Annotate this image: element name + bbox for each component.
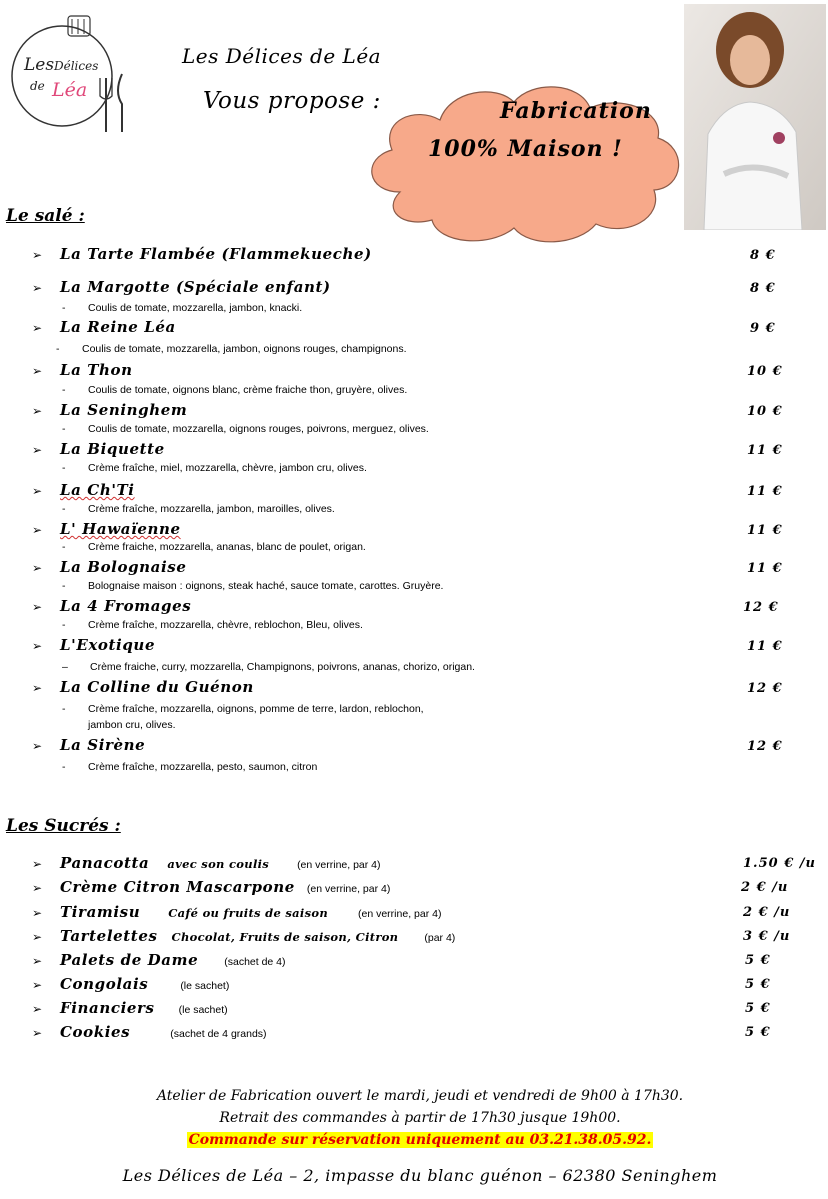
- footer-address: Les Délices de Léa – 2, impasse du blanc guénon – 62380 Seninghem: [122, 1166, 718, 1185]
- item-description: - Crème fraîche, miel, mozzarella, chèvre, jambon cru, olives.: [62, 462, 367, 474]
- arrow-bullet-icon: ➢: [32, 364, 43, 378]
- arrow-bullet-icon: ➢: [32, 248, 43, 262]
- item-description: - Coulis de tomate, mozzarella, jambon, oignons rouges, champignons.: [56, 343, 407, 355]
- menu-item: [32, 361, 133, 379]
- item-name: La Reine Léa: [60, 318, 176, 336]
- menu-item: [32, 597, 191, 615]
- item-description: - Crème fraîche, mozzarella, chèvre, reblochon, Bleu, olives.: [62, 619, 363, 631]
- item-price: 5 €: [745, 953, 771, 968]
- arrow-bullet-icon: ➢: [32, 404, 43, 418]
- section-title-sale: Le salé :: [6, 206, 85, 226]
- menu-item: [32, 318, 176, 336]
- menu-item: [32, 736, 145, 754]
- item-description-continued: [88, 719, 176, 731]
- dessert-item: [32, 975, 229, 993]
- dessert-item: [32, 951, 286, 969]
- item-name: La Sirène: [60, 736, 146, 754]
- item-price: 1.50 € /u: [743, 856, 816, 871]
- item-name: La 4 Fromages: [60, 597, 192, 615]
- item-price: 11 €: [747, 639, 783, 654]
- item-name: La Tarte Flambée (Flammekueche): [60, 245, 372, 263]
- item-name: La Colline du Guénon: [60, 678, 254, 696]
- item-name: Crème Citron Mascarpone: [60, 878, 295, 896]
- item-price: 2 € /u: [741, 880, 789, 895]
- dessert-item: [32, 927, 455, 945]
- menu-item: [32, 636, 155, 654]
- item-subtitle: Chocolat, Fruits de saison, Citron: [171, 930, 399, 944]
- item-subtitle: Café ou fruits de saison: [168, 906, 328, 920]
- item-desc-text: Coulis de tomate, oignons blanc, crème fraiche thon, gruyère, olives.: [88, 384, 408, 396]
- item-desc-text: Bolognaise maison : oignons, steak haché, sauce tomate, carottes. Gruyère.: [88, 580, 444, 592]
- item-price: 10 €: [747, 364, 783, 379]
- logo: [10, 12, 128, 134]
- item-desc-text: Coulis de tomate, mozzarella, jambon, oignons rouges, champignons.: [82, 343, 407, 355]
- item-desc-text: Coulis de tomate, mozzarella, oignons rouges, poivrons, merguez, olives.: [88, 423, 429, 435]
- item-desc-text: Coulis de tomate, mozzarella, jambon, knacki.: [88, 302, 303, 314]
- menu-item: [32, 401, 187, 419]
- item-price: 11 €: [747, 484, 783, 499]
- item-name: Tiramisu: [60, 903, 141, 921]
- item-name: L'Exotique: [60, 636, 156, 654]
- arrow-bullet-icon: ➢: [32, 681, 43, 695]
- logo-word-de: de: [30, 79, 45, 93]
- item-price: 11 €: [747, 523, 783, 538]
- item-description: - Bolognaise maison : oignons, steak haché, sauce tomate, carottes. Gruyère.: [62, 580, 444, 592]
- menu-item: [32, 678, 254, 696]
- footer-pickup: Retrait des commandes à partir de 17h30 jusque 19h00.: [219, 1110, 621, 1126]
- cloud-text-line2: 100% Maison !: [428, 136, 623, 162]
- item-name: La Margotte (Spéciale enfant): [60, 278, 331, 296]
- item-name: La Bolognaise: [60, 558, 187, 576]
- item-note: (en verrine, par 4): [358, 908, 442, 920]
- menu-item: [32, 558, 186, 576]
- menu-item: [32, 245, 372, 263]
- item-name: Cookies: [60, 1023, 131, 1041]
- propose-heading: Vous propose :: [203, 88, 381, 114]
- item-desc-text: Crème fraiche, mozzarella, ananas, blanc de poulet, origan.: [88, 541, 366, 553]
- item-name: L' Hawaïenne: [60, 520, 181, 538]
- item-price: 11 €: [747, 561, 783, 576]
- item-price: 12 €: [743, 600, 779, 615]
- arrow-bullet-icon: ➢: [32, 561, 43, 575]
- item-name: Tartelettes: [60, 927, 158, 945]
- menu-item: [32, 440, 165, 458]
- dessert-item: [32, 1023, 267, 1041]
- logo-word-les: Les: [24, 55, 55, 75]
- arrow-bullet-icon: ➢: [32, 321, 43, 335]
- item-name: La Ch'Ti: [60, 481, 135, 499]
- item-desc-text: jambon cru, olives.: [88, 719, 176, 731]
- cloud-text-line1: Fabrication: [500, 98, 652, 124]
- item-price: 5 €: [745, 1025, 771, 1040]
- item-price: 2 € /u: [743, 905, 791, 920]
- logo-word-lea: Léa: [52, 79, 88, 101]
- dessert-item: [32, 854, 381, 872]
- item-subtitle: avec son coulis: [167, 857, 270, 871]
- item-description: - Crème fraîche, mozzarella, oignons, pomme de terre, lardon, reblochon,: [62, 703, 424, 715]
- arrow-bullet-icon: ➢: [32, 954, 43, 968]
- arrow-bullet-icon: ➢: [32, 906, 43, 920]
- item-desc-text: Crème fraîche, mozzarella, jambon, maroilles, olives.: [88, 503, 335, 515]
- item-desc-text: Crème fraîche, mozzarella, oignons, pomme de terre, lardon, reblochon,: [88, 703, 424, 715]
- item-desc-text: Crème fraîche, mozzarella, chèvre, reblochon, Bleu, olives.: [88, 619, 363, 631]
- arrow-bullet-icon: ➢: [32, 484, 43, 498]
- item-price: 9 €: [750, 321, 776, 336]
- logo-word-delices: Délices: [54, 59, 99, 73]
- brand-title: Les Délices de Léa: [182, 44, 382, 68]
- chef-photo: [684, 4, 826, 230]
- item-price: 11 €: [747, 443, 783, 458]
- item-price: 8 €: [750, 281, 776, 296]
- arrow-bullet-icon: ➢: [32, 930, 43, 944]
- item-note: (en verrine, par 4): [306, 883, 391, 895]
- item-price: 12 €: [747, 681, 783, 696]
- arrow-bullet-icon: ➢: [32, 857, 43, 871]
- item-note: (sachet de 4): [224, 956, 286, 968]
- arrow-bullet-icon: ➢: [32, 639, 43, 653]
- item-note: (sachet de 4 grands): [170, 1028, 267, 1040]
- item-note: (le sachet): [180, 980, 230, 992]
- dessert-item: [32, 878, 390, 896]
- item-description: - Crème fraîche, mozzarella, jambon, maroilles, olives.: [62, 503, 335, 515]
- item-desc-text: Crème fraiche, curry, mozzarella, Champignons, poivrons, ananas, chorizo, origan.: [90, 661, 475, 673]
- menu-item: [32, 278, 331, 296]
- item-name: Congolais: [60, 975, 149, 993]
- item-price: 10 €: [747, 404, 783, 419]
- item-name: La Thon: [60, 361, 133, 379]
- menu-item: [32, 520, 181, 538]
- item-name: Panacotta: [60, 854, 150, 872]
- item-name: Palets de Dame: [60, 951, 199, 969]
- item-note: (en verrine, par 4): [297, 859, 381, 871]
- item-price: 3 € /u: [743, 929, 791, 944]
- arrow-bullet-icon: ➢: [32, 739, 43, 753]
- item-desc-text: Crème fraîche, miel, mozzarella, chèvre, jambon cru, olives.: [88, 462, 367, 474]
- item-price: 8 €: [750, 248, 776, 263]
- footer-reservation: [0, 1132, 828, 1148]
- arrow-bullet-icon: ➢: [32, 600, 43, 614]
- arrow-bullet-icon: ➢: [32, 523, 43, 537]
- item-price: 5 €: [745, 1001, 771, 1016]
- item-name: Financiers: [60, 999, 155, 1017]
- item-note: (par 4): [424, 932, 456, 944]
- arrow-bullet-icon: ➢: [32, 881, 43, 895]
- item-description: – Crème fraiche, curry, mozzarella, Champignons, poivrons, ananas, chorizo, origan.: [62, 661, 475, 673]
- item-description: - Coulis de tomate, mozzarella, jambon, knacki.: [62, 302, 303, 314]
- dessert-item: [32, 999, 228, 1017]
- item-description: - Crème fraîche, mozzarella, pesto, saumon, citron: [62, 761, 318, 773]
- item-description: - Crème fraiche, mozzarella, ananas, blanc de poulet, origan.: [62, 541, 366, 553]
- item-name: La Biquette: [60, 440, 165, 458]
- item-price: 5 €: [745, 977, 771, 992]
- arrow-bullet-icon: ➢: [32, 978, 43, 992]
- menu-item: [32, 481, 135, 499]
- arrow-bullet-icon: ➢: [32, 1026, 43, 1040]
- arrow-bullet-icon: ➢: [32, 1002, 43, 1016]
- footer-opening-hours: Atelier de Fabrication ouvert le mardi, jeudi et vendredi de 9h00 à 17h30.: [156, 1088, 684, 1104]
- item-note: (le sachet): [178, 1004, 228, 1016]
- item-description: - Coulis de tomate, mozzarella, oignons rouges, poivrons, merguez, olives.: [62, 423, 429, 435]
- section-title-sucres: Les Sucrés :: [6, 816, 121, 836]
- item-description: - Coulis de tomate, oignons blanc, crème fraiche thon, gruyère, olives.: [62, 384, 408, 396]
- item-name: La Seninghem: [60, 401, 188, 419]
- item-price: 12 €: [747, 739, 783, 754]
- reservation-highlight: Commande sur réservation uniquement au 03.21.38.05.92.: [188, 1132, 652, 1148]
- arrow-bullet-icon: ➢: [32, 281, 43, 295]
- arrow-bullet-icon: ➢: [32, 443, 43, 457]
- item-desc-text: Crème fraîche, mozzarella, pesto, saumon, citron: [88, 761, 318, 773]
- dessert-item: [32, 903, 441, 921]
